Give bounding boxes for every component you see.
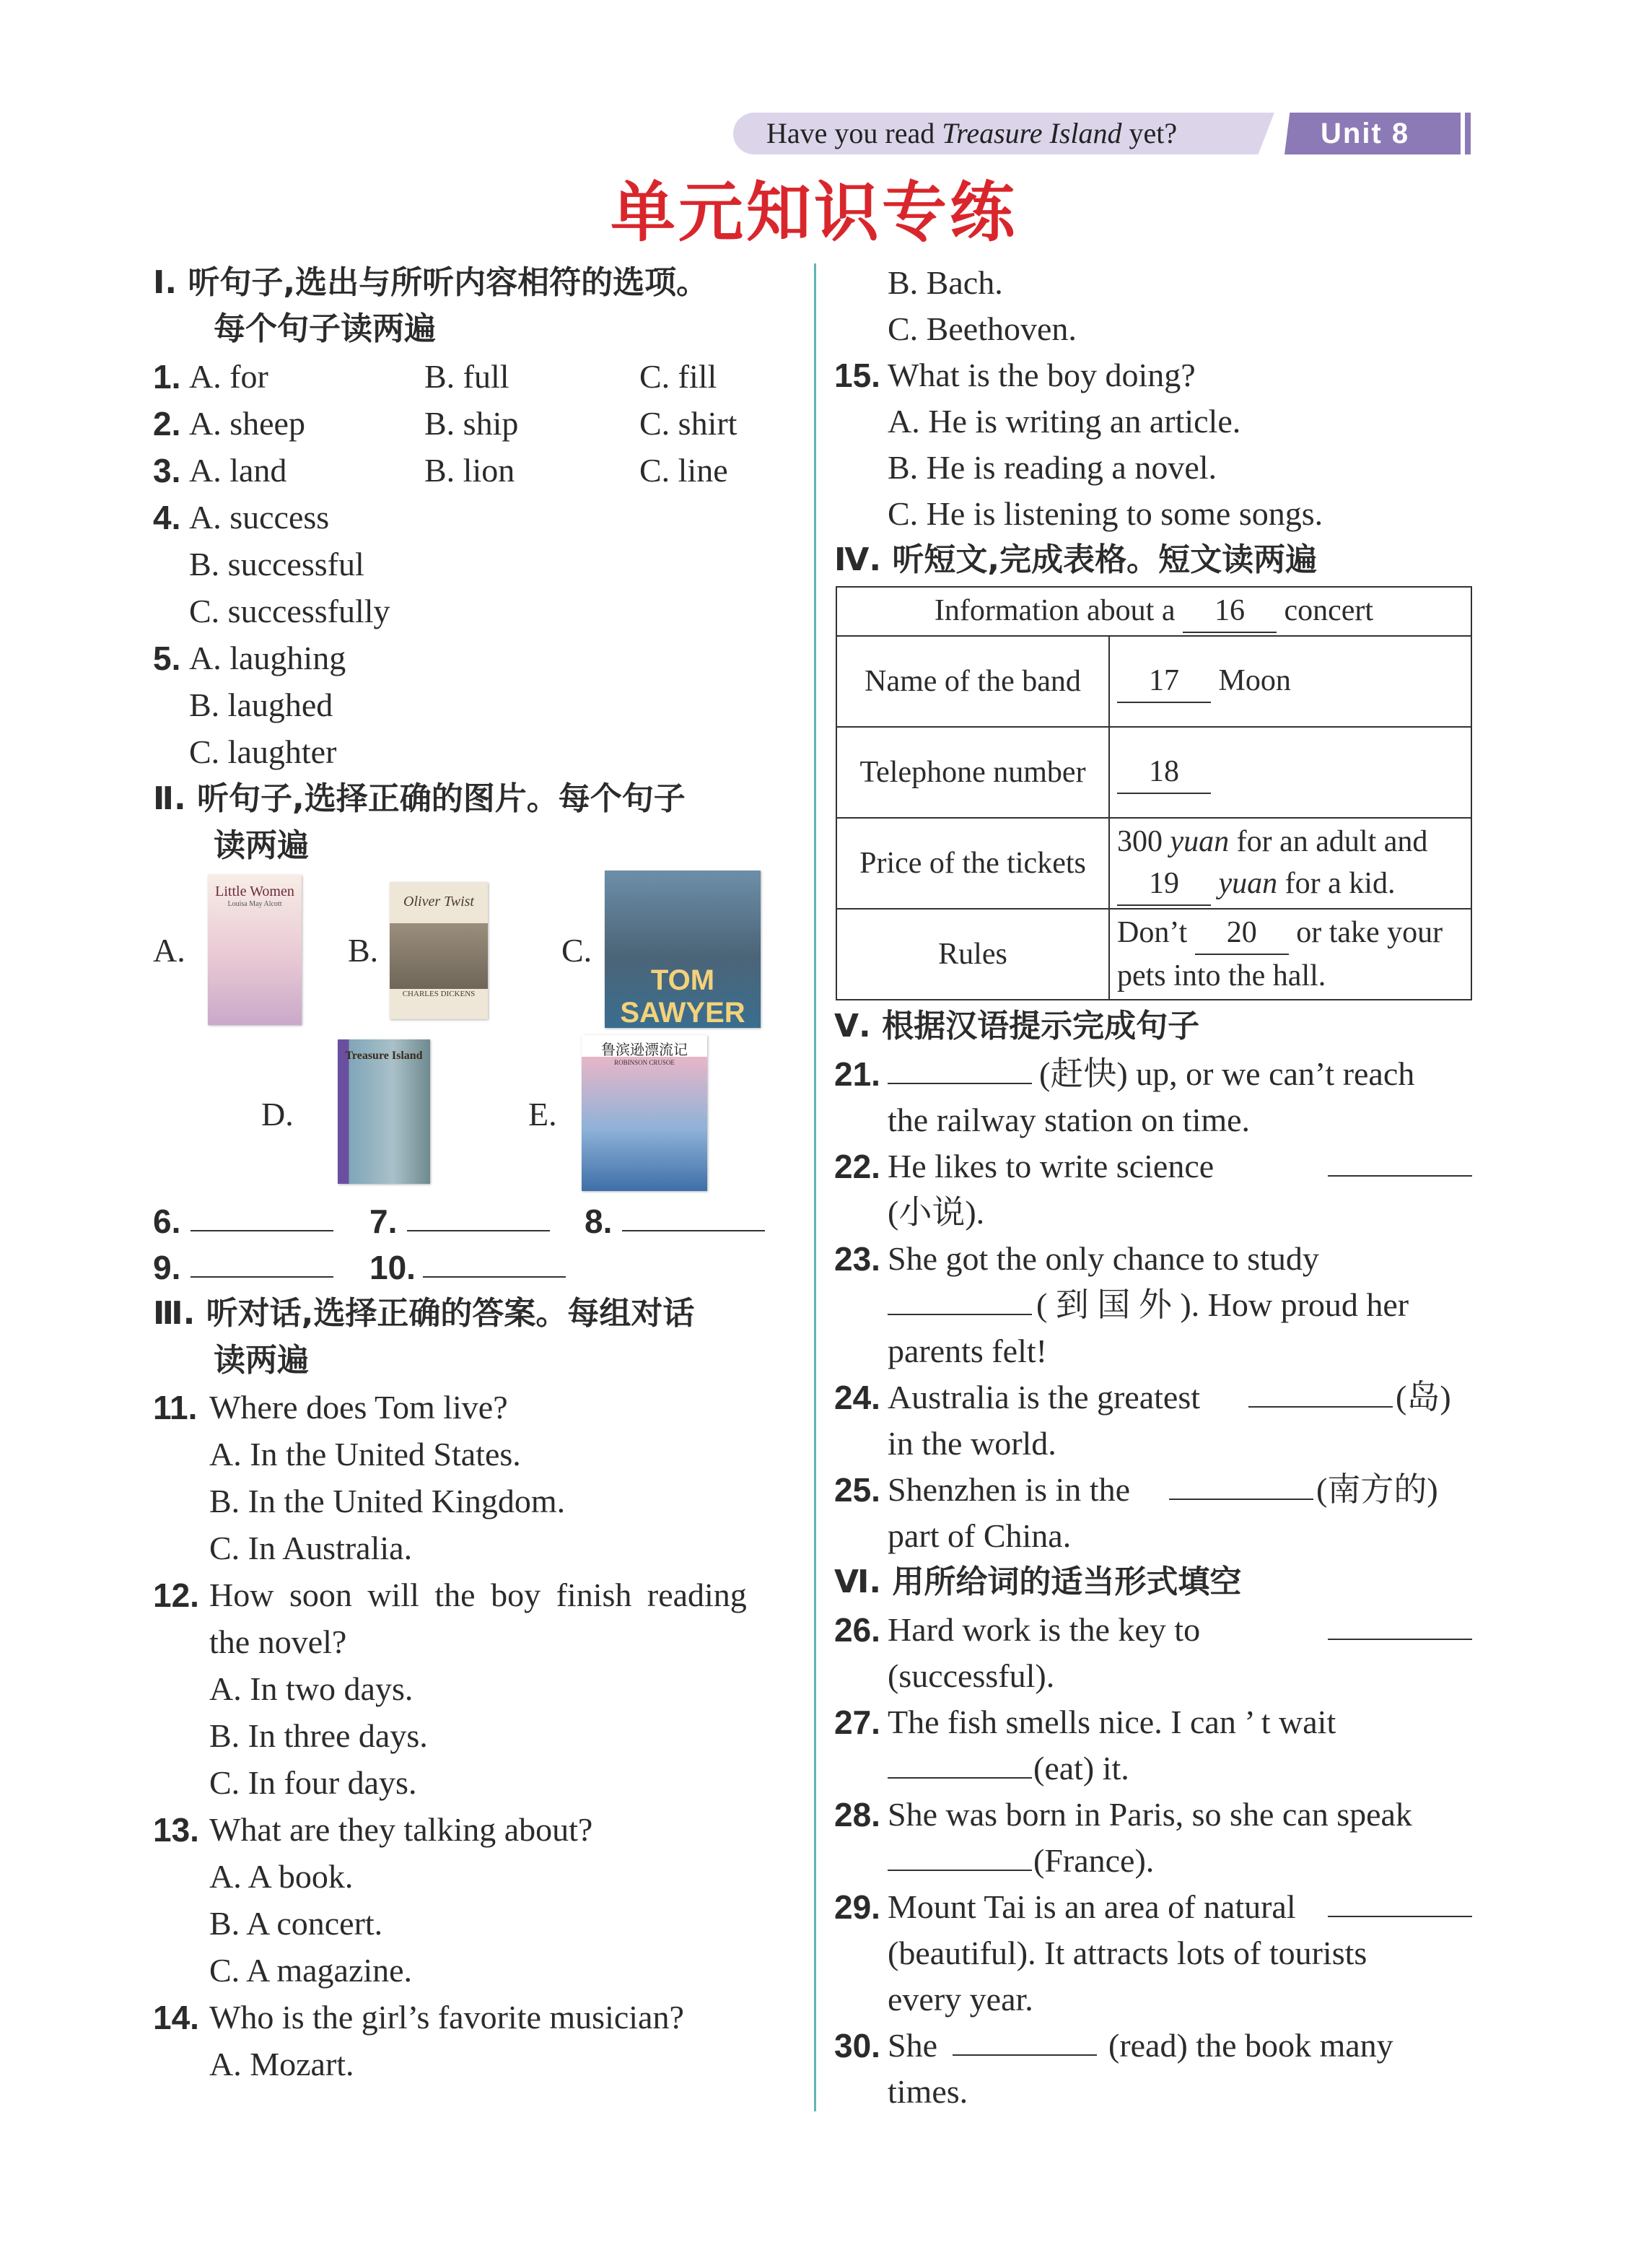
book-robinson-crusoe: 鲁滨逊漂流记 ROBINSON CRUSOE bbox=[582, 1035, 707, 1191]
q29-line2: (beautiful). It attracts lots of tourists bbox=[888, 1935, 1367, 1971]
q26-answer-blank[interactable] bbox=[1328, 1639, 1472, 1640]
q1-option-b: B. full bbox=[424, 358, 509, 395]
q14-number: 14. bbox=[153, 1999, 199, 2036]
section-4-heading: Ⅳ. 听短文,完成表格。短文读两遍 bbox=[834, 541, 1318, 578]
q21-line1: (赶快) up, or we can’t reach bbox=[1039, 1055, 1415, 1092]
q5-option-a: A. laughing bbox=[189, 640, 346, 676]
q5-option-c: C. laughter bbox=[189, 733, 337, 770]
section-1-heading-line2: 每个句子读两遍 bbox=[214, 310, 436, 347]
q12-question-line2: the novel? bbox=[209, 1623, 347, 1660]
q11-option-a: A. In the United States. bbox=[209, 1436, 521, 1473]
q25-hint: (南方的) bbox=[1316, 1471, 1438, 1508]
picture-label-c: C. bbox=[561, 932, 592, 969]
concert-info-table bbox=[836, 586, 1472, 1000]
q12-option-b: B. In three days. bbox=[209, 1717, 428, 1754]
blank-19[interactable]: 19 bbox=[1117, 863, 1211, 906]
picture-label-e: E. bbox=[528, 1096, 557, 1133]
q2-option-c: C. shirt bbox=[639, 405, 738, 442]
unit-bar bbox=[1465, 113, 1471, 154]
q9-number: 9. bbox=[153, 1249, 181, 1286]
q6-answer-blank[interactable] bbox=[191, 1230, 333, 1231]
q26-line1: Hard work is the key to bbox=[888, 1611, 1201, 1648]
picture-label-d: D. bbox=[261, 1096, 294, 1133]
q27-line2: (eat) it. bbox=[1033, 1750, 1129, 1787]
q4-option-b: B. successful bbox=[189, 546, 364, 583]
q5-option-b: B. laughed bbox=[189, 686, 333, 723]
q23-line2: ( 到 国 外 ). How proud her bbox=[1036, 1286, 1409, 1323]
q28-answer-blank[interactable] bbox=[888, 1870, 1032, 1871]
ticket-price-label: Price of the tickets bbox=[836, 818, 1109, 909]
q12-option-a: A. In two days. bbox=[209, 1670, 413, 1707]
picture-label-b: B. bbox=[348, 932, 379, 969]
q13-option-a: A. A book. bbox=[209, 1858, 354, 1895]
q24-answer-blank[interactable] bbox=[1248, 1406, 1393, 1408]
q13-option-b: B. A concert. bbox=[209, 1905, 383, 1942]
telephone-label: Telephone number bbox=[836, 727, 1109, 818]
q10-answer-blank[interactable] bbox=[423, 1276, 566, 1278]
q14-option-c: C. Beethoven. bbox=[888, 310, 1077, 347]
q15-option-b: B. He is reading a novel. bbox=[888, 449, 1217, 486]
q12-number: 12. bbox=[153, 1576, 199, 1614]
section-2-heading: Ⅱ. 听句子,选择正确的图片。每个句子 bbox=[153, 780, 686, 817]
q24-line2: in the world. bbox=[888, 1425, 1056, 1462]
q30-number: 30. bbox=[834, 2027, 880, 2064]
blank-18[interactable]: 18 bbox=[1117, 751, 1211, 794]
q4-number: 4. bbox=[153, 499, 181, 536]
band-name-value: 17 Moon bbox=[1109, 636, 1471, 727]
q23-line1: She got the only chance to study bbox=[888, 1240, 1319, 1277]
band-name-label: Name of the band bbox=[836, 636, 1109, 727]
q1-option-a: A. for bbox=[189, 358, 268, 395]
q3-option-b: B. lion bbox=[424, 452, 515, 489]
q24-hint: (岛) bbox=[1396, 1379, 1451, 1416]
q11-number: 11. bbox=[153, 1389, 198, 1426]
section-3-heading: Ⅲ. 听对话,选择正确的答案。每组对话 bbox=[153, 1295, 695, 1332]
page-title: 单元知识专练 bbox=[610, 175, 1017, 250]
q24-number: 24. bbox=[834, 1379, 880, 1416]
q26-line2: (successful). bbox=[888, 1657, 1055, 1694]
q15-option-a: A. He is writing an article. bbox=[888, 403, 1241, 440]
q1-number: 1. bbox=[153, 358, 181, 396]
q30-line2: times. bbox=[888, 2073, 968, 2110]
table-header-cell: Information about a 16 concert bbox=[836, 587, 1471, 636]
blank-16[interactable]: 16 bbox=[1183, 590, 1277, 633]
q23-line3: parents felt! bbox=[888, 1333, 1047, 1369]
q28-number: 28. bbox=[834, 1796, 880, 1833]
q30-answer-blank[interactable] bbox=[953, 2054, 1097, 2056]
blank-17[interactable]: 17 bbox=[1117, 660, 1211, 703]
q28-line2: (France). bbox=[1033, 1842, 1155, 1879]
q6-number: 6. bbox=[153, 1203, 181, 1240]
q14-option-a: A. Mozart. bbox=[209, 2046, 354, 2082]
q22-line2: (小说). bbox=[888, 1194, 985, 1231]
q25-answer-blank[interactable] bbox=[1169, 1499, 1313, 1500]
q3-option-a: A. land bbox=[189, 452, 287, 489]
q13-number: 13. bbox=[153, 1811, 199, 1849]
q8-number: 8. bbox=[585, 1203, 613, 1240]
q30-line1: (read) the book many bbox=[1108, 2027, 1393, 2064]
q29-line1: Mount Tai is an area of natural bbox=[888, 1888, 1296, 1925]
section-6-heading: Ⅵ. 用所给词的适当形式填空 bbox=[834, 1563, 1242, 1600]
q27-number: 27. bbox=[834, 1704, 880, 1741]
q5-number: 5. bbox=[153, 640, 181, 677]
q14-option-b: B. Bach. bbox=[888, 264, 1003, 301]
section-1-heading: Ⅰ. 听句子,选出与所听内容相符的选项。 bbox=[153, 264, 709, 301]
section-3-heading-line2: 读两遍 bbox=[214, 1342, 309, 1379]
q15-number: 15. bbox=[834, 357, 880, 394]
q25-number: 25. bbox=[834, 1471, 880, 1509]
q11-option-c: C. In Australia. bbox=[209, 1530, 413, 1566]
q3-option-c: C. line bbox=[639, 452, 728, 489]
q7-number: 7. bbox=[369, 1203, 398, 1240]
q21-number: 21. bbox=[834, 1055, 880, 1093]
ticket-price-value: 300 yuan for an adult and 19 yuan for a kid. bbox=[1109, 818, 1471, 909]
unit-label: Unit 8 bbox=[1321, 118, 1410, 149]
q1-option-c: C. fill bbox=[639, 358, 717, 395]
rules-value: Don’t 20 or take your pets into the hall. bbox=[1109, 909, 1471, 1000]
q12-question: How soon will the boy finish reading bbox=[209, 1576, 747, 1613]
q3-number: 3. bbox=[153, 452, 181, 489]
q11-question: Where does Tom live? bbox=[209, 1389, 508, 1426]
q21-answer-blank[interactable] bbox=[888, 1083, 1032, 1084]
q13-question: What are they talking about? bbox=[209, 1811, 593, 1848]
q23-answer-blank[interactable] bbox=[888, 1314, 1032, 1315]
q24-line1: Australia is the greatest bbox=[888, 1379, 1201, 1416]
q4-option-c: C. successfully bbox=[189, 593, 390, 629]
picture-label-a: A. bbox=[153, 932, 185, 969]
q7-answer-blank[interactable] bbox=[407, 1230, 550, 1231]
rules-label: Rules bbox=[836, 909, 1109, 1000]
q10-number: 10. bbox=[369, 1249, 416, 1286]
q2-number: 2. bbox=[153, 405, 181, 442]
section-5-heading: Ⅴ. 根据汉语提示完成句子 bbox=[834, 1008, 1200, 1044]
q15-question: What is the boy doing? bbox=[888, 357, 1196, 393]
q22-line1: He likes to write science bbox=[888, 1148, 1215, 1185]
book-oliver-twist: Oliver Twist CHARLES DICKENS bbox=[390, 882, 488, 1019]
q15-option-c: C. He is listening to some songs. bbox=[888, 495, 1323, 532]
q12-option-c: C. In four days. bbox=[209, 1764, 417, 1801]
q28-line1: She was born in Paris, so she can speak bbox=[888, 1796, 1412, 1833]
q29-number: 29. bbox=[834, 1888, 880, 1926]
blank-20[interactable]: 20 bbox=[1195, 912, 1289, 955]
q27-answer-blank[interactable] bbox=[888, 1777, 1032, 1779]
q8-answer-blank[interactable] bbox=[622, 1230, 765, 1231]
book-tom-sawyer: TOM SAWYER bbox=[605, 871, 761, 1028]
book-treasure-island: Treasure Island bbox=[338, 1039, 430, 1184]
q22-answer-blank[interactable] bbox=[1328, 1175, 1472, 1177]
book-little-women: Little Women Louisa May Alcott bbox=[208, 875, 302, 1025]
q25-line1: Shenzhen is in the bbox=[888, 1471, 1130, 1508]
telephone-value bbox=[1109, 727, 1471, 818]
q27-line1: The fish smells nice. I can ’ t wait bbox=[888, 1704, 1336, 1740]
q2-option-a: A. sheep bbox=[189, 405, 305, 442]
q4-option-a: A. success bbox=[189, 499, 330, 536]
q23-number: 23. bbox=[834, 1240, 880, 1278]
q25-line2: part of China. bbox=[888, 1517, 1072, 1554]
column-divider bbox=[814, 263, 816, 2111]
q2-option-b: B. ship bbox=[424, 405, 519, 442]
q22-number: 22. bbox=[834, 1148, 880, 1185]
q26-number: 26. bbox=[834, 1611, 880, 1649]
q29-line3: every year. bbox=[888, 1981, 1033, 2018]
section-2-heading-line2: 读两遍 bbox=[214, 827, 309, 864]
q11-option-b: B. In the United Kingdom. bbox=[209, 1483, 566, 1519]
q21-line2: the railway station on time. bbox=[888, 1102, 1251, 1138]
q30-subject: She bbox=[888, 2027, 937, 2064]
q14-question: Who is the girl’s favorite musician? bbox=[209, 1999, 684, 2036]
header-question: Have you read Treasure Island yet? bbox=[766, 117, 1178, 149]
q29-answer-blank[interactable] bbox=[1328, 1916, 1472, 1917]
q13-option-c: C. A magazine. bbox=[209, 1952, 413, 1989]
q9-answer-blank[interactable] bbox=[191, 1276, 333, 1278]
